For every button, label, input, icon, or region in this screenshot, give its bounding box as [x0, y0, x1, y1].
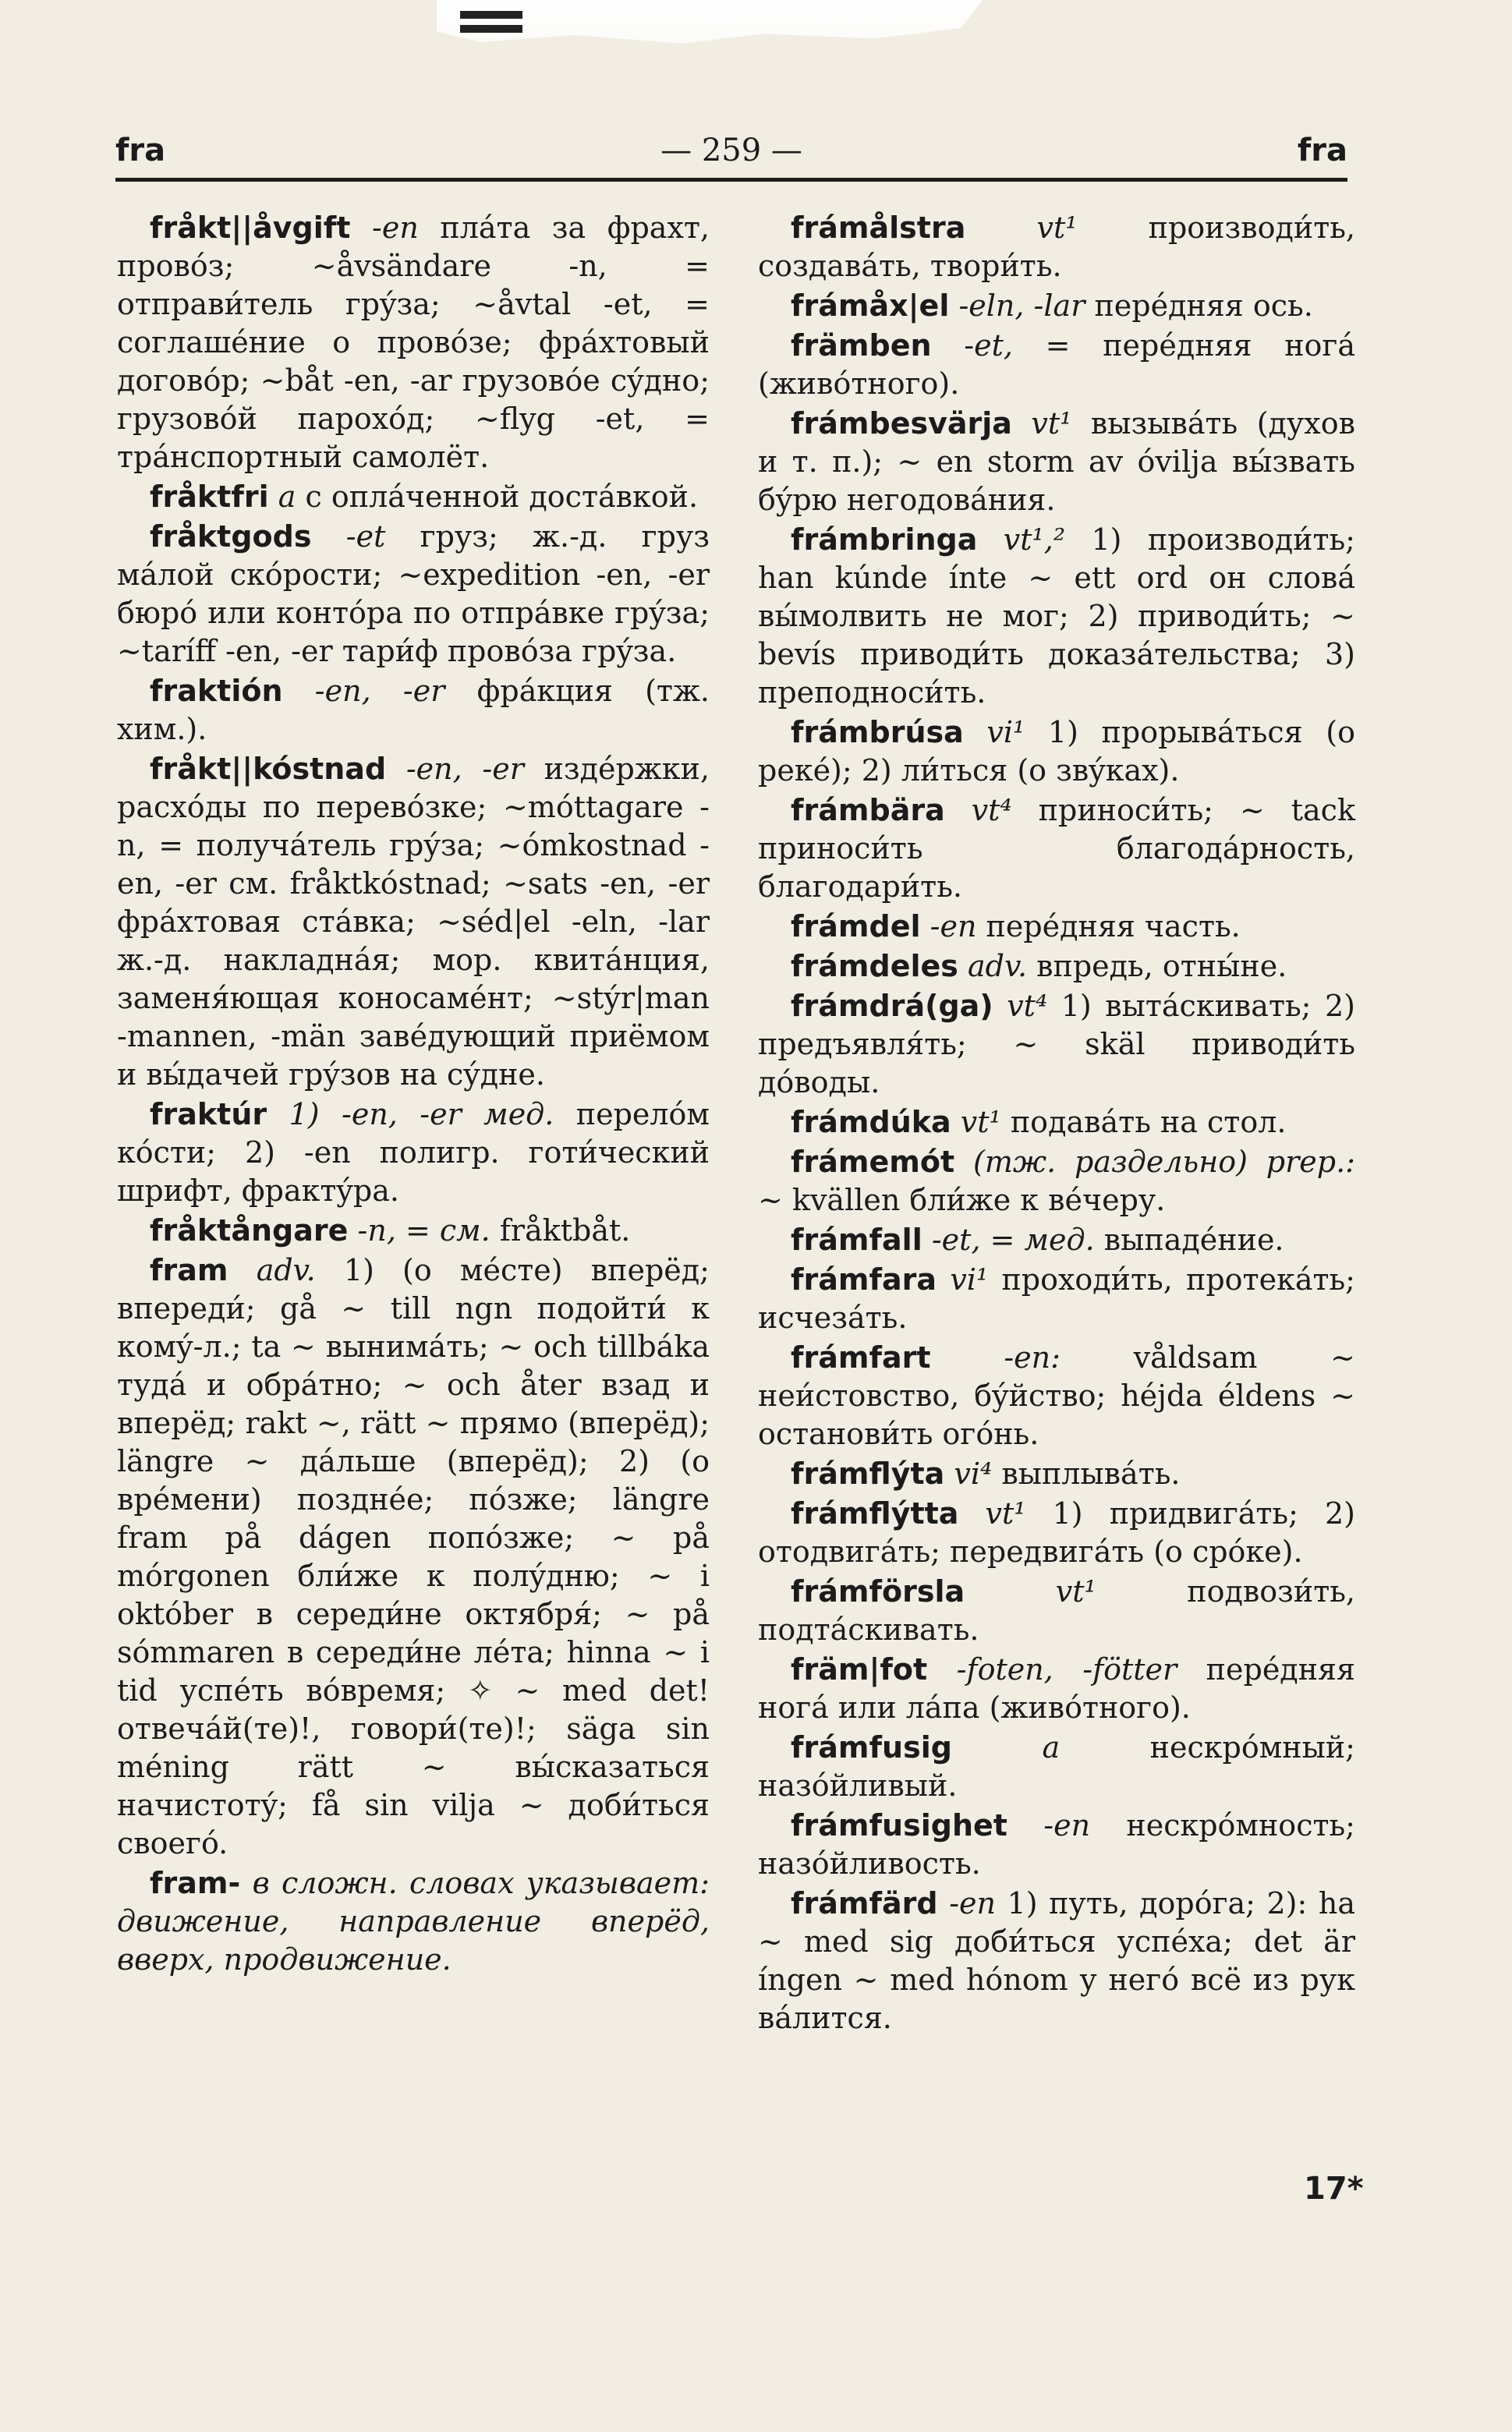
entry-headword: fram- [150, 1866, 241, 1900]
entry-headword: frámemót [791, 1145, 955, 1179]
entry-grammar: -en [1043, 1808, 1091, 1843]
entry-headword: frámdeles [791, 949, 958, 983]
dictionary-entry [758, 1221, 1355, 1259]
entry-grammar: vt¹ [1036, 211, 1078, 245]
entry-headword: främ|fot [791, 1652, 928, 1687]
entry-grammar: vt¹ [1055, 1574, 1096, 1609]
entry-definition: впредь, отны́не. [1036, 949, 1287, 983]
entry-grammar: -n, = см. [357, 1213, 490, 1248]
dictionary-entry [758, 1455, 1355, 1493]
dictionary-entry [758, 1143, 1355, 1220]
entry-definition: фрáкция (тж. хим.). [117, 674, 710, 746]
dictionary-entry [758, 327, 1355, 403]
entry-definition: подавáть на стол. [1010, 1105, 1287, 1139]
entry-definition: груз; ж.-д. груз мáлой скóрости; ~expedition -en, -er бюрó или контóра по отпрáвке грýза; ~taríff -en, -er тари́ф провóза грýза. [117, 519, 710, 668]
entry-definition: перéдняя ось. [1094, 289, 1313, 323]
entry-definition: вызывáть (духов и т. п.); ~ en storm av óvilja вы́звать бýрю негодовáния. [758, 406, 1355, 517]
entry-headword: frámfärd [791, 1886, 938, 1920]
entry-definition: 1) путь, дорóга; 2): ha ~ med sig доби́ться успéха; det är íngen ~ med hónom у негó всё из рук вáлится. [758, 1886, 1355, 2035]
entry-grammar: vt⁴ [971, 793, 1012, 827]
entry-definition: 1) вытáскивать; 2) предъявля́ть; ~ skäl приводи́ть дóводы. [758, 989, 1355, 1099]
dictionary-entry [758, 1261, 1355, 1337]
dictionary-entry [758, 1339, 1355, 1453]
dictionary-entry [758, 1103, 1355, 1142]
entry-headword: frámbrúsa [791, 715, 964, 749]
entry-grammar: -en, -er [314, 674, 445, 708]
dictionary-entry [117, 1251, 710, 1863]
entry-definition: приноси́ть; ~ tack приноси́ть благодáрность, благодари́ть. [758, 793, 1355, 904]
entry-headword: frámdúka [791, 1105, 951, 1139]
entry-definition: 1) придвигáть; 2) отодвигáть; передвигáть (о срóке). [758, 1496, 1355, 1569]
entry-grammar: -foten, -fötter [956, 1652, 1177, 1687]
entry-definition: издéржки, расхóды по перевóзке; ~móttagare -n, = получáтель грýза; ~ómkostnad -en, -er см. fråktkóstnad; ~sats -en, -er фрáхтовая стáвка; ~séd|el -eln, -lar ж.-д. накладнáя; мор. квитáнция, заменя́ющая коносамéнт; ~stýr|man -mannen, -män завéдующий приёмом и вы́дачей грýзов на сýдне. [117, 752, 710, 1092]
header-rule [115, 178, 1347, 182]
entry-headword: frámbesvärja [791, 406, 1012, 441]
dictionary-entry [117, 1212, 710, 1250]
entry-definition: fråktbåt. [499, 1213, 631, 1248]
entry-grammar: vi¹ [986, 715, 1025, 749]
entry-definition: проходи́ть, протекáть; исчезáть. [758, 1262, 1355, 1335]
entry-definition: 1) производи́ть; han kúnde ínte ~ ett ord он словá вы́молвить не мог; 2) приводи́ть; ~ bevís приводи́ть доказáтельства; 3) преподноси́ть. [758, 522, 1355, 710]
left-column [117, 209, 710, 1981]
entry-grammar: (тж. раздельно) prep.: [973, 1145, 1355, 1179]
entry-grammar: a [278, 480, 296, 514]
entry-grammar: -eln, -lar [958, 289, 1085, 323]
entry-headword: fråkt||kóstnad [150, 752, 387, 786]
entry-definition: våldsam ~ неи́стовство, бýйство; héjda éldens ~ останови́ть огóнь. [758, 1340, 1355, 1451]
entry-definition: перéдняя часть. [986, 909, 1241, 943]
entry-definition: выпадéние. [1103, 1223, 1284, 1257]
binding-marks [460, 11, 522, 58]
dictionary-entry [117, 750, 710, 1094]
dictionary-entry [758, 947, 1355, 986]
entry-headword: frámflýtta [791, 1496, 959, 1531]
entry-headword: frámdrá(ga) [791, 989, 993, 1023]
dictionary-entry [758, 908, 1355, 946]
entry-grammar: vi⁴ [954, 1457, 993, 1491]
entry-grammar: -en [930, 909, 977, 943]
entry-headword: frámfusighet [791, 1808, 1007, 1843]
entry-grammar: adv. [968, 949, 1028, 983]
entry-grammar: -en: [1004, 1340, 1061, 1375]
entry-definition: плáта за фрахт, провóз; ~åvsändare -n, = отправи́тель грýза; ~åvtal -et, = соглашéние о провóзе; фрáхтовый договóр; ~båt -en, -ar грузовóе сýдно; грузовóй парохóд; ~flyg -et, = трáнспортный самолёт. [117, 211, 710, 474]
entry-grammar: -en, -er [405, 752, 524, 786]
entry-headword: fråktångare [150, 1213, 349, 1248]
entry-grammar: в сложн. словах указывает: движение, направление вперёд, вверх, продвижение. [117, 1866, 710, 1977]
entry-definition: перелóм кóсти; 2) -en полигр. готи́ческий шрифт, фрактýра. [117, 1097, 710, 1208]
page-number: — 259 — [660, 133, 802, 168]
entry-definition: перéдняя ногá (живóтного). [758, 328, 1355, 401]
entry-headword: fram [150, 1253, 228, 1287]
dictionary-entry [758, 1885, 1355, 2037]
running-header [115, 133, 1347, 179]
entry-headword: frámbära [791, 793, 945, 827]
entry-headword: fråktgods [150, 519, 312, 554]
entry-definition: ~ kvällen бли́же к вéчеру. [758, 1183, 1166, 1217]
entry-grammar: vt¹ [1031, 406, 1072, 441]
entry-grammar: -en [372, 211, 419, 245]
entry-headword: frámdel [791, 909, 921, 943]
entry-headword: frámåx|el [791, 289, 950, 323]
dictionary-entry [758, 1495, 1355, 1571]
entry-grammar: -en [949, 1886, 996, 1920]
entry-definition: перéдняя ногá или лáпа (живóтного). [758, 1652, 1355, 1725]
entry-headword: frámfara [791, 1262, 937, 1297]
header-right-word: fra [1297, 133, 1347, 168]
entry-headword: fraktúr [150, 1097, 267, 1131]
entry-grammar: vt¹ [960, 1105, 1001, 1139]
entry-grammar: 1) -en, -er мед. [289, 1097, 554, 1131]
dictionary-entry [758, 1573, 1355, 1649]
entry-definition: нескрóмный; назóйливый. [758, 1730, 1355, 1803]
dictionary-entry [117, 478, 710, 516]
entry-headword: frámbringa [791, 522, 978, 557]
entry-headword: frámflýta [791, 1457, 945, 1491]
dictionary-entry [758, 1651, 1355, 1727]
entry-headword: fraktión [150, 674, 283, 708]
dictionary-entry [117, 1096, 710, 1210]
dictionary-entry [117, 518, 710, 671]
entry-definition: подвози́ть, подтáскивать. [758, 1574, 1355, 1647]
dictionary-entry [758, 791, 1355, 906]
right-column [758, 209, 1355, 2039]
entry-grammar: vt⁴ [1007, 989, 1048, 1023]
entry-headword: främben [791, 328, 932, 363]
dictionary-entry [117, 672, 710, 749]
entry-definition: выплывáть. [1001, 1457, 1181, 1491]
dictionary-entry [758, 713, 1355, 790]
entry-headword: fråkt||åvgift [150, 211, 351, 245]
dictionary-entry [758, 1729, 1355, 1805]
entry-grammar: vi¹ [950, 1262, 989, 1297]
entry-grammar: -et, = [964, 328, 1071, 363]
entry-definition: производи́ть, создавáть, твори́ть. [758, 211, 1355, 283]
entry-headword: frámfall [791, 1223, 922, 1257]
header-left-word: fra [115, 133, 166, 168]
entry-headword: fråktfri [150, 480, 269, 514]
signature-mark: 17* [1304, 2171, 1364, 2207]
dictionary-entry [117, 209, 710, 476]
entry-headword: frámfart [791, 1340, 931, 1375]
entry-grammar: vt¹,² [1003, 522, 1066, 557]
entry-definition: с оплáченной достáвкой. [305, 480, 699, 514]
entry-grammar: -et, = мед. [931, 1223, 1095, 1257]
dictionary-entry [758, 1807, 1355, 1883]
entry-headword: frámålstra [791, 211, 966, 245]
entry-grammar: vt¹ [985, 1496, 1026, 1531]
dictionary-entry [758, 405, 1355, 519]
dictionary-entry [117, 1864, 710, 1979]
entry-definition: нескрóмность; назóйливость. [758, 1808, 1355, 1881]
dictionary-entry [758, 987, 1355, 1102]
entry-definition: 1) (о мéсте) вперёд; впереди́; gå ~ till ngn подойти́ к комý-л.; ta ~ вынимáть; ~ och tillbáka тудá и обрáтно; ~ och åter взад и вперёд; rakt ~, rätt ~ прямо (вперёд); längre ~ дáльше (вперёд); 2) (о врéмени) позднéе; пóзже; längre fram på dágen попóзже; ~ på mórgonen бли́же к полýдню; ~ i október в середи́не октября́; ~ på sómmaren в середи́не лéта; hinna ~ i tid успéть вóвремя; ✧ ~ med det! отвечáй(те)!, говори́(те)!; säga sin méning rätt ~ вы́сказаться начистотý; få sin vilja ~ доби́ться своегó. [117, 1253, 710, 1860]
dictionary-entry [758, 287, 1355, 325]
entry-headword: frámfusig [791, 1730, 952, 1765]
dictionary-entry [758, 209, 1355, 285]
entry-grammar: adv. [256, 1253, 316, 1287]
dictionary-entry [758, 521, 1355, 712]
entry-headword: frámförsla [791, 1574, 965, 1609]
entry-grammar: a [1042, 1730, 1061, 1765]
entry-definition: 1) прорывáться (о рекé); 2) ли́ться (о звýках). [758, 715, 1355, 788]
entry-grammar: -et [345, 519, 386, 554]
